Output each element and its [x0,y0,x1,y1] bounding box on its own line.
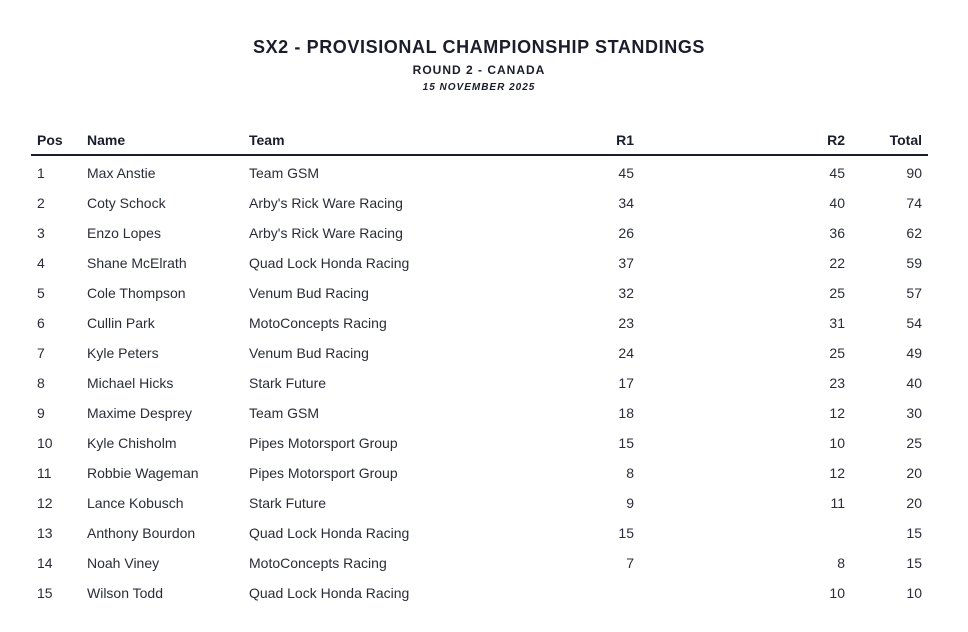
cell-team: Quad Lock Honda Racing [249,525,410,541]
cell-pos: 10 [37,435,53,451]
cell-rider-name: Cullin Park [87,315,155,331]
cell-total-points: 10 [906,585,922,601]
cell-team: Quad Lock Honda Racing [249,255,410,271]
cell-pos: 3 [37,225,45,241]
cell-r2-points: 40 [829,195,845,211]
cell-r2-points: 25 [829,345,845,361]
table-row [31,518,928,548]
cell-r2-points: 8 [837,555,845,571]
table-row [31,428,928,458]
cell-pos: 11 [37,465,52,481]
cell-total-points: 74 [906,195,922,211]
cell-rider-name: Anthony Bourdon [87,525,196,541]
round-subtitle: ROUND 2 - CANADA [412,63,546,77]
cell-r1-points: 18 [618,405,634,421]
cell-rider-name: Lance Kobusch [87,495,184,511]
cell-rider-name: Wilson Todd [87,585,164,601]
cell-total-points: 15 [906,525,922,541]
cell-pos: 12 [37,495,53,511]
cell-pos: 7 [37,345,45,361]
cell-pos: 13 [37,525,53,541]
cell-total-points: 20 [906,465,922,481]
column-header-pos: Pos [31,126,81,155]
cell-rider-name: Kyle Chisholm [87,435,177,451]
cell-total-points: 30 [906,405,922,421]
cell-team: Pipes Motorsport Group [249,465,398,481]
cell-r1-points: 15 [618,435,634,451]
cell-r1-points: 7 [626,555,634,571]
event-date: 15 NOVEMBER 2025 [422,82,536,93]
table-row [31,548,928,578]
cell-rider-name: Cole Thompson [87,285,186,301]
cell-pos: 4 [37,255,45,271]
cell-r1-points: 34 [618,195,634,211]
cell-r1-points: 8 [626,465,634,481]
cell-team: Venum Bud Racing [249,345,369,361]
cell-pos: 2 [37,195,45,211]
column-header-team: Team [243,126,441,155]
cell-pos: 6 [37,315,45,331]
cell-total-points: 90 [906,165,922,181]
table-row [31,278,928,308]
cell-r2-points: 12 [829,465,845,481]
cell-team: Arby's Rick Ware Racing [249,225,403,241]
cell-r2-points: 45 [829,165,845,181]
cell-total-points: 25 [906,435,922,451]
cell-r1-points [441,578,640,608]
cell-team: MotoConcepts Racing [249,315,387,331]
table-row [31,338,928,368]
cell-team: MotoConcepts Racing [249,555,387,571]
cell-rider-name: Maxime Desprey [87,405,193,421]
cell-total-points: 54 [906,315,922,331]
cell-r1-points: 24 [618,345,634,361]
standings-body [31,155,928,608]
cell-r1-points: 17 [618,375,634,391]
cell-rider-name: Kyle Peters [87,345,159,361]
cell-r2-points: 10 [829,585,845,601]
table-row [31,398,928,428]
cell-r1-points: 9 [626,495,634,511]
column-header-r1: R1 [441,126,640,155]
cell-team: Quad Lock Honda Racing [249,585,410,601]
cell-pos: 14 [37,555,53,571]
cell-r2-points: 36 [829,225,845,241]
cell-r2-points: 31 [829,315,845,331]
cell-rider-name: Shane McElrath [87,255,187,271]
page-title: SX2 - PROVISIONAL CHAMPIONSHIP STANDINGS [252,37,706,57]
cell-rider-name: Michael Hicks [87,375,174,391]
cell-total-points: 15 [906,555,922,571]
cell-r2-points: 23 [829,375,845,391]
cell-r2-points [640,518,851,548]
cell-r1-points: 37 [618,255,634,271]
cell-r2-points: 25 [829,285,845,301]
cell-rider-name: Noah Viney [87,555,160,571]
cell-team: Stark Future [249,495,327,511]
cell-r1-points: 32 [618,285,634,301]
cell-team: Arby's Rick Ware Racing [249,195,403,211]
cell-r2-points: 11 [830,495,845,511]
cell-rider-name: Enzo Lopes [87,225,161,241]
cell-pos: 5 [37,285,45,301]
column-header-r2: R2 [640,126,851,155]
cell-total-points: 57 [906,285,922,301]
cell-r2-points: 22 [829,255,845,271]
table-row [31,368,928,398]
cell-rider-name: Max Anstie [87,165,156,181]
cell-pos: 15 [37,585,53,601]
cell-total-points: 59 [906,255,922,271]
cell-r2-points: 12 [829,405,845,421]
table-row [31,248,928,278]
table-row [31,458,928,488]
cell-pos: 1 [37,165,45,181]
cell-total-points: 40 [906,375,922,391]
cell-total-points: 49 [906,345,922,361]
standings-header [0,36,958,94]
cell-team: Pipes Motorsport Group [249,435,398,451]
table-row [31,188,928,218]
cell-r2-points: 10 [829,435,845,451]
cell-total-points: 62 [906,225,922,241]
table-row [31,488,928,518]
cell-team: Venum Bud Racing [249,285,369,301]
standings-table [31,126,928,608]
cell-total-points: 20 [906,495,922,511]
cell-team: Team GSM [249,405,320,421]
cell-pos: 9 [37,405,45,421]
table-header-row [31,126,928,155]
cell-r1-points: 26 [618,225,634,241]
column-header-name: Name [81,126,243,155]
column-header-total: Total [851,126,928,155]
cell-r1-points: 15 [618,525,634,541]
table-row [31,308,928,338]
cell-r1-points: 45 [618,165,634,181]
cell-rider-name: Robbie Wageman [87,465,199,481]
cell-rider-name: Coty Schock [87,195,166,211]
table-row [31,155,928,188]
cell-team: Stark Future [249,375,327,391]
table-row [31,218,928,248]
cell-team: Team GSM [249,165,320,181]
cell-pos: 8 [37,375,45,391]
cell-r1-points: 23 [618,315,634,331]
table-row [31,578,928,608]
